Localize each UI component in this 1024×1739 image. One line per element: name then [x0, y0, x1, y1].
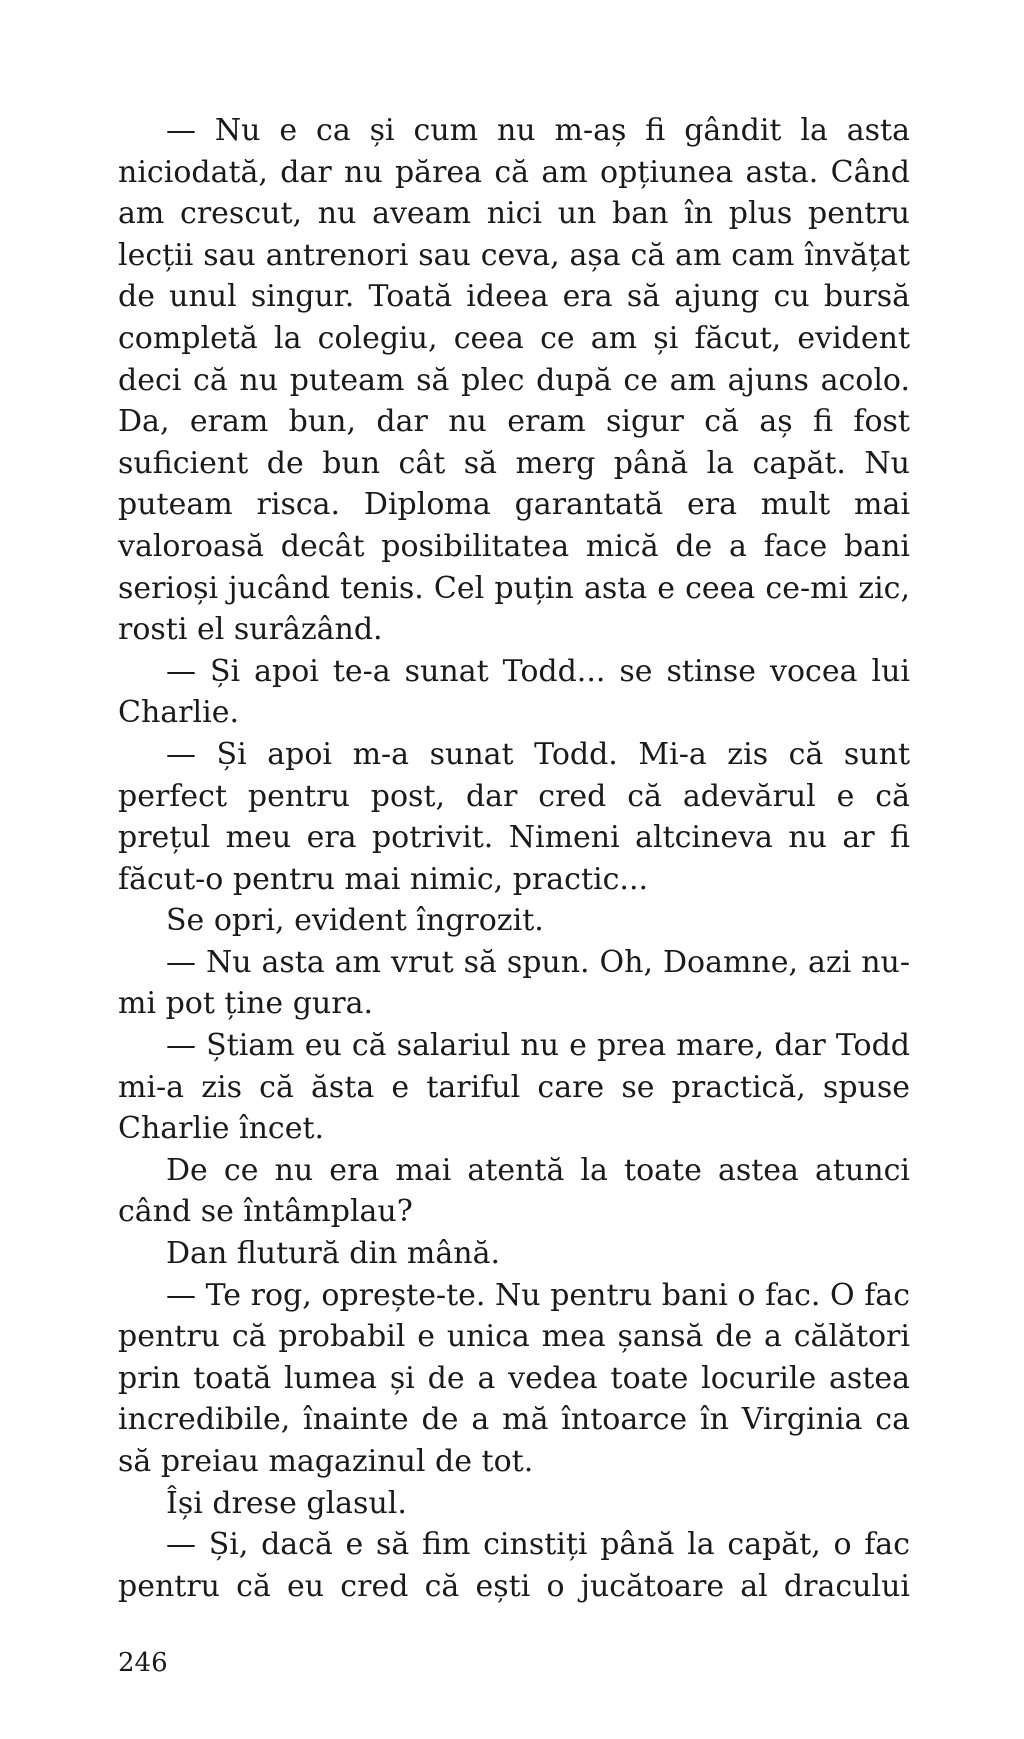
paragraph-2: — Și apoi te-a sunat Todd... se stinse vocea lui Charlie.: [118, 653, 910, 731]
page-number: 246: [118, 1648, 168, 1678]
body-text: [118, 110, 910, 1607]
paragraph-11: — Și, dacă e să fim cinstiți până la capăt, o fac pentru că eu cred că ești o jucătoare al dracului: [118, 1527, 910, 1604]
paragraph-8: Dan flutură din mână.: [166, 1236, 500, 1272]
paragraph-4: Se opri, evident îngrozit.: [166, 903, 544, 939]
paragraph-5: — Nu asta am vrut să spun. Oh, Doamne, azi nu-mi pot ține gura.: [118, 944, 910, 1022]
paragraph-6: — Știam eu că salariul nu e prea mare, dar Todd mi-a zis că ăsta e tariful care se practică, spuse Charlie încet.: [118, 1028, 910, 1147]
paragraph-9: — Te rog, oprește-te. Nu pentru bani o fac. O fac pentru că probabil e unica mea șansă de a călători prin toată lumea și de a vedea toate locurile astea incredibile, înainte de a mă întoarce în Virginia ca să preiau magazinul de tot.: [118, 1277, 910, 1479]
paragraph-10: Își drese glasul.: [166, 1485, 407, 1521]
paragraph-7: De ce nu era mai atentă la toate astea atunci când se întâmplau?: [118, 1152, 910, 1230]
paragraph-3: — Și apoi m-a sunat Todd. Mi-a zis că sunt perfect pentru post, dar cred că adevărul e că prețul meu era potrivit. Nimeni altcineva nu ar fi făcut-o pentru mai nimic, practic...: [118, 736, 910, 897]
paragraph-1: — Nu e ca și cum nu m-aș fi gândit la asta niciodată, dar nu părea că am opțiunea asta. Când am crescut, nu aveam nici un ban în plus pentru lecții sau antrenori sau ceva, așa că am cam învățat de unul singur. Toată ideea era să ajung cu bursă completă la colegiu, ceea ce am și făcut, evident deci că nu puteam să plec după ce am ajuns acolo. Da, eram bun, dar nu eram sigur că aș fi fost suficient de bun cât să merg până la capăt. Nu puteam risca. Diploma garantată era mult mai valoroasă decât posibilitatea mică de a face bani serioși jucând tenis. Cel puțin asta e ceea ce-mi zic, rosti el surâzând.: [118, 113, 910, 648]
